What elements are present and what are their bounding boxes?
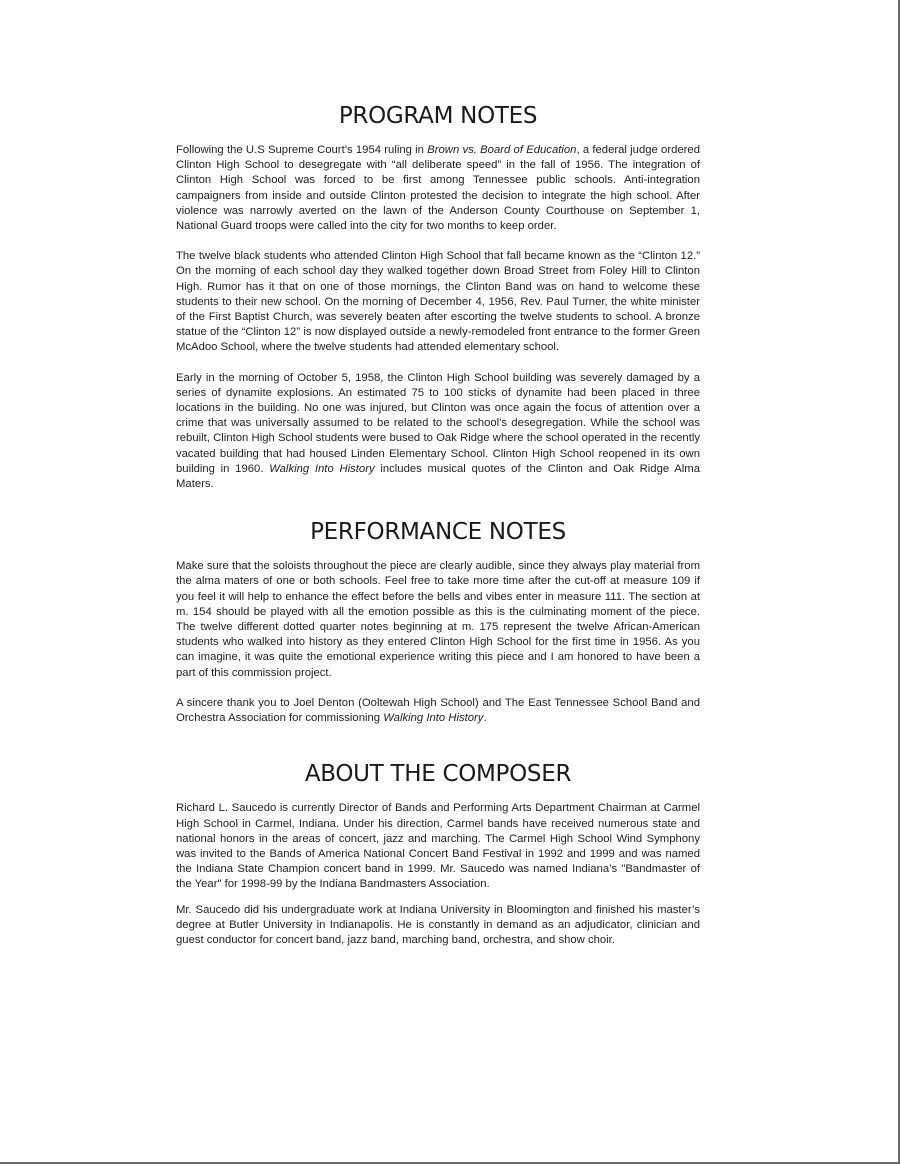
program-notes-paragraph-1	[176, 143, 700, 234]
program-notes-p1-case-name: Brown vs. Board of Education	[427, 144, 577, 156]
performance-notes-p2-text-b: .	[483, 712, 487, 725]
program-notes-p1-text-b: , a federal judge ordered Clinton High School to desegregate with “all deliberate speed” in the fall of 1956. The integration of Clinton High School was forced to be first among Tennessee public schools. Anti-integration campaigners from inside and outside Clinton protested the decision to integrate the high school. After violence was narrowly averted on the lawn of the Anderson County Courthouse on September 1, National Guard troops were called into the city for two months to keep order.	[176, 144, 700, 233]
program-notes-p3-text-a: Early in the morning of October 5, 1958, the Clinton High School building was severely damaged by a series of dynamite explosions. An estimated 75 to 100 sticks of dynamite had been placed in three locations in the building. No one was injured, but Clinton was once again the focus of attention over a crime that was universally assumed to be related to the school's desegregation. While the school was rebuilt, Clinton High School students were bused to Oak Ridge where the school operated in the recently vacated building that had housed Linden Elementary School. Clinton High School reopened in its own building in 1960.	[176, 371, 700, 475]
about-composer-heading: ABOUT THE COMPOSER	[304, 761, 572, 788]
program-notes-heading: PROGRAM NOTES	[338, 103, 538, 129]
performance-notes-heading: PERFORMANCE NOTES	[310, 519, 566, 546]
program-notes-p3-text-b: includes musical quotes of the Clinton and Oak Ridge Alma Maters.	[176, 462, 700, 491]
performance-notes-paragraph-1: Make sure that the soloists throughout the piece are clearly audible, since they always play material from the alma maters of one or both schools. Feel free to take more time after the cut-off at measure 109 if you feel it will help to enhance the effect before the bells and vibes enter in measure 111. The section at m. 154 should be played with all the emotion possible as this is the culminating moment of the piece. The twelve different dotted quarter notes beginning at m. 175 represent the twelve African-American students who walked into history as they entered Clinton High School for the first time in 1956. As you can imagine, it was quite the emotional experience writing this piece and I am honored to have been a part of this commission project.	[176, 560, 700, 679]
program-notes-p3-title: Walking Into History	[269, 462, 375, 475]
document-body	[176, 0, 700, 948]
program-notes-paragraph-2: The twelve black students who attended Clinton High School that fall became known as the “Clinton 12.” On the morning of each school day they walked together down Broad Street from Foley Hill to Clinton High. Rumor has it that on one of those mornings, the Clinton Band was on hand to welcome these students to their new school. On the morning of December 4, 1956, Rev. Paul Turner, the white minister of the First Baptist Church, was severely beaten after escorting the twelve students to school. A bronze statue of the “Clinton 12” is now displayed outside a newly-remodeled front entrance to the former Green McAdoo School, where the twelve students had attended elementary school.	[176, 250, 700, 354]
program-notes-p1-text-a: Following the U.S Supreme Court’s 1954 ruling in	[176, 144, 428, 156]
program-notes-paragraph-3	[176, 371, 700, 493]
performance-notes-paragraph-2	[176, 696, 700, 726]
about-composer-paragraph-1: Richard L. Saucedo is currently Director of Bands and Performing Arts Department Chairman at Carmel High School in Carmel, Indiana. Under his direction, Carmel bands have received numerous state and national honors in the areas of concert, jazz and marching. The Carmel High School Wind Symphony was invited to the Bands of America National Concert Band Festival in 1992 and 1999 and was named the Indiana State Champion concert band in 1999. Mr. Saucedo was named Indiana’s "Bandmaster of the Year" for 1998-99 by the Indiana Bandmasters Association.	[176, 802, 700, 891]
performance-notes-p2-text-a: A sincere thank you to Joel Denton (Ooltewah High School) and The East Tennessee School Band and Orchestra Association for commissioning	[176, 696, 700, 725]
about-composer-paragraph-2: Mr. Saucedo did his undergraduate work at Indiana University in Bloomington and finished his master’s degree at Butler University in Indianapolis. He is constantly in demand as an adjudicator, clinician and guest conductor for concert band, jazz band, marching band, orchestra, and show choir.	[176, 903, 700, 946]
performance-notes-p2-title: Walking Into History	[383, 712, 484, 725]
